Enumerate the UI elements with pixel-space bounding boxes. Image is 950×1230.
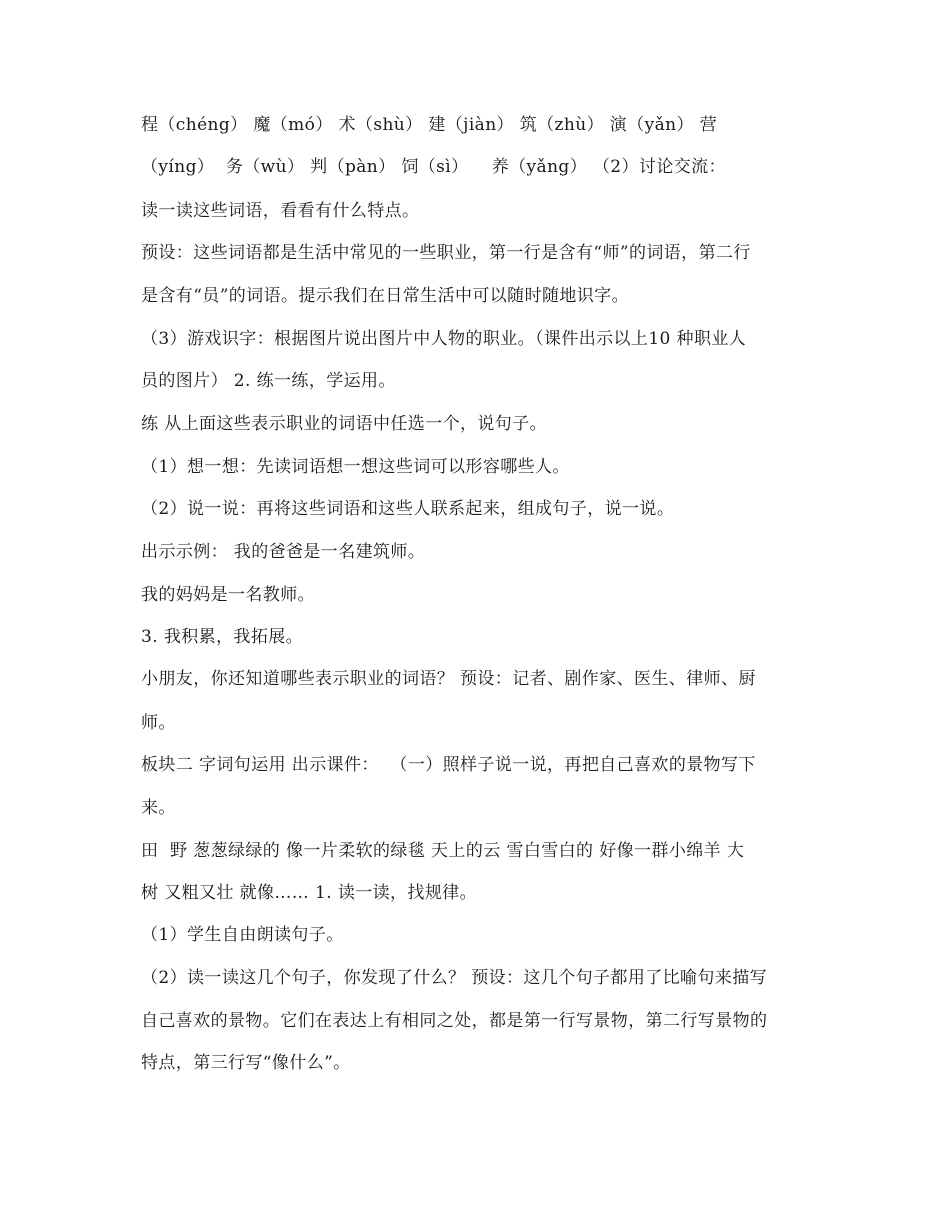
- text-line: 树 又粗又壮 就像…… 1. 读一读，找规律。: [141, 883, 478, 903]
- text-line: 小朋友，你还知道哪些表示职业的词语？ 预设：记者、剧作家、医生、律师、厨: [141, 669, 756, 689]
- text-line: 练 从上面这些表示职业的词语中任选一个，说句子。: [141, 414, 548, 434]
- text-line: 来。: [141, 798, 176, 818]
- text-line: （1）学生自由朗读句子。: [141, 925, 344, 945]
- text-line: （2）说一说：再将这些词语和这些人联系起来，组成句子，说一说。: [141, 499, 675, 519]
- text-line: 特点，第三行写“像什么”。: [141, 1053, 351, 1073]
- text-line: 员的图片） 2. 练一练，学运用。: [141, 371, 396, 391]
- text-line: 出示示例： 我的爸爸是一名建筑师。: [141, 542, 426, 562]
- text-line: （1）想一想：先读词语想一想这些词可以形容哪些人。: [141, 457, 570, 477]
- text-line: 预设：这些词语都是生活中常见的一些职业，第一行是含有“师”的词语，第二行: [141, 243, 751, 263]
- text-line: 师。: [141, 713, 176, 733]
- text-line: 读一读这些词语，看看有什么特点。: [141, 201, 420, 221]
- text-line: 板块二 字词句运用 出示课件： （一）照样子说一说，再把自己喜欢的景物写下: [141, 755, 756, 775]
- text-line: （2）读一读这几个句子，你发现了什么？ 预设：这几个句子都用了比喻句来描写: [141, 968, 768, 988]
- text-line: （3）游戏识字：根据图片说出图片中人物的职业。（课件出示以上10 种职业人: [141, 329, 747, 349]
- text-line: 我的妈妈是一名教师。: [141, 585, 315, 605]
- text-line: 田 野 葱葱绿绿的 像一片柔软的绿毯 天上的云 雪白雪白的 好像一群小绵羊 大: [141, 841, 745, 861]
- text-line: 自己喜欢的景物。它们在表达上有相同之处，都是第一行写景物，第二行写景物的: [141, 1011, 768, 1031]
- text-line: （yíng） 务（wù） 判（pàn） 饲（sì） 养（yǎng） （2）讨论交流：: [141, 157, 726, 177]
- text-line: 3. 我积累，我拓展。: [141, 627, 304, 647]
- text-line: 程（chéng） 魔（mó） 术（shù） 建（jiàn） 筑（zhù） 演（yǎn） 营: [141, 115, 718, 135]
- text-line: 是含有“员”的词语。提示我们在日常生活中可以随时随地识字。: [141, 286, 629, 306]
